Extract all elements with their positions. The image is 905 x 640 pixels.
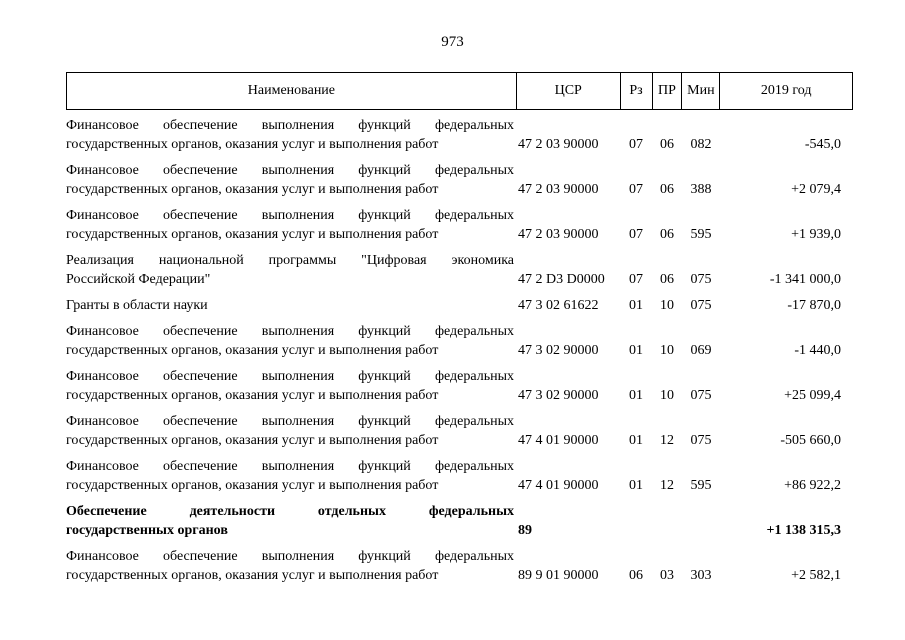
row-name	[66, 367, 516, 405]
table-row	[66, 457, 853, 495]
table-row	[66, 161, 853, 199]
table-row	[66, 322, 853, 360]
row-csr: 47 3 02 90000	[518, 343, 599, 358]
row-min: 082	[690, 137, 712, 152]
header-pr: ПР	[652, 73, 682, 109]
row-rz: 01	[629, 478, 643, 493]
row-name	[66, 251, 516, 289]
table-row	[66, 251, 853, 289]
table-row	[66, 367, 853, 405]
header-min: Мин	[681, 73, 719, 109]
table-header	[66, 72, 853, 110]
row-name-line: Гранты в области науки	[66, 298, 208, 313]
row-name	[66, 547, 516, 585]
budget-table	[66, 72, 853, 592]
row-value: +2 582,1	[791, 568, 841, 583]
row-value: +86 922,2	[784, 478, 841, 493]
row-min: 595	[690, 227, 712, 242]
row-pr: 03	[660, 568, 674, 583]
row-csr: 89	[518, 523, 532, 538]
row-pr: 10	[660, 388, 674, 403]
row-pr: 06	[660, 272, 674, 287]
table-row	[66, 547, 853, 585]
row-min: 075	[690, 272, 712, 287]
row-name-line: государственных органов, оказания услуг и выполнения работ	[66, 343, 439, 358]
table-body	[66, 116, 853, 585]
row-name	[66, 206, 516, 244]
row-pr: 12	[660, 478, 674, 493]
table-row	[66, 296, 853, 315]
row-value: -505 660,0	[780, 433, 841, 448]
row-value: -1 440,0	[794, 343, 841, 358]
row-name	[66, 322, 516, 360]
row-name-line: государственных органов, оказания услуг и выполнения работ	[66, 388, 439, 403]
row-name-line: Финансовое обеспечение выполнения функций федеральных	[66, 118, 514, 133]
row-value: +1 138 315,3	[766, 523, 841, 538]
row-name	[66, 161, 516, 199]
row-value: -545,0	[804, 137, 841, 152]
row-name	[66, 116, 516, 154]
row-name-line: государственных органов, оказания услуг и выполнения работ	[66, 433, 439, 448]
row-min: 075	[690, 298, 712, 313]
table-row	[66, 116, 853, 154]
row-rz: 07	[629, 227, 643, 242]
row-pr: 06	[660, 137, 674, 152]
row-csr: 47 2 03 90000	[518, 182, 599, 197]
row-pr: 10	[660, 343, 674, 358]
row-name-line: Финансовое обеспечение выполнения функций федеральных	[66, 414, 514, 429]
row-name-line: Финансовое обеспечение выполнения функций федеральных	[66, 324, 514, 339]
row-rz: 01	[629, 388, 643, 403]
row-value: +1 939,0	[791, 227, 841, 242]
row-name-line: государственных органов, оказания услуг и выполнения работ	[66, 478, 439, 493]
row-name-line: государственных органов, оказания услуг и выполнения работ	[66, 137, 439, 152]
row-csr: 47 3 02 90000	[518, 388, 599, 403]
row-csr: 47 4 01 90000	[518, 433, 599, 448]
table-row	[66, 412, 853, 450]
header-name: Наименование	[247, 83, 336, 98]
row-name-line: государственных органов, оказания услуг и выполнения работ	[66, 182, 439, 197]
row-csr: 47 2 03 90000	[518, 137, 599, 152]
row-value: -1 341 000,0	[769, 272, 841, 287]
row-name-line: Российской Федерации"	[66, 272, 211, 287]
row-rz: 07	[629, 182, 643, 197]
row-rz: 07	[629, 137, 643, 152]
row-csr: 47 4 01 90000	[518, 478, 599, 493]
row-csr: 89 9 01 90000	[518, 568, 599, 583]
row-pr: 06	[660, 182, 674, 197]
row-csr: 47 3 02 61622	[518, 298, 599, 313]
header-rz: Рз	[620, 73, 652, 109]
row-min: 069	[690, 343, 712, 358]
row-rz: 01	[629, 433, 643, 448]
row-name-line: Реализация национальной программы "Цифровая экономика	[66, 253, 514, 268]
row-name-line: государственных органов	[66, 523, 228, 538]
row-name-line: Финансовое обеспечение выполнения функций федеральных	[66, 459, 514, 474]
row-name	[66, 412, 516, 450]
row-csr: 47 2 03 90000	[518, 227, 599, 242]
row-name-line: Обеспечение деятельности отдельных федеральных	[66, 504, 514, 519]
row-pr: 06	[660, 227, 674, 242]
row-min: 303	[690, 568, 712, 583]
row-name-line: государственных органов, оказания услуг и выполнения работ	[66, 568, 439, 583]
row-min: 388	[690, 182, 712, 197]
row-name	[66, 296, 516, 315]
row-rz: 07	[629, 272, 643, 287]
row-pr: 10	[660, 298, 674, 313]
row-name-line: Финансовое обеспечение выполнения функций федеральных	[66, 549, 514, 564]
table-row	[66, 206, 853, 244]
row-name	[66, 502, 516, 540]
row-pr: 12	[660, 433, 674, 448]
row-name-line: Финансовое обеспечение выполнения функций федеральных	[66, 163, 514, 178]
row-name-line: Финансовое обеспечение выполнения функций федеральных	[66, 369, 514, 384]
table-row	[66, 502, 853, 540]
row-csr: 47 2 D3 D0000	[518, 272, 605, 287]
row-min: 595	[690, 478, 712, 493]
row-value: +2 079,4	[791, 182, 841, 197]
page-number: 973	[441, 34, 464, 50]
row-value: -17 870,0	[787, 298, 841, 313]
row-name-line: Финансовое обеспечение выполнения функций федеральных	[66, 208, 514, 223]
header-year: 2019 год	[719, 73, 852, 109]
row-rz: 01	[629, 343, 643, 358]
row-rz: 01	[629, 298, 643, 313]
header-csr: ЦСР	[516, 73, 620, 109]
row-rz: 06	[629, 568, 643, 583]
row-min: 075	[690, 388, 712, 403]
row-name-line: государственных органов, оказания услуг и выполнения работ	[66, 227, 439, 242]
row-value: +25 099,4	[784, 388, 841, 403]
row-name	[66, 457, 516, 495]
row-min: 075	[690, 433, 712, 448]
